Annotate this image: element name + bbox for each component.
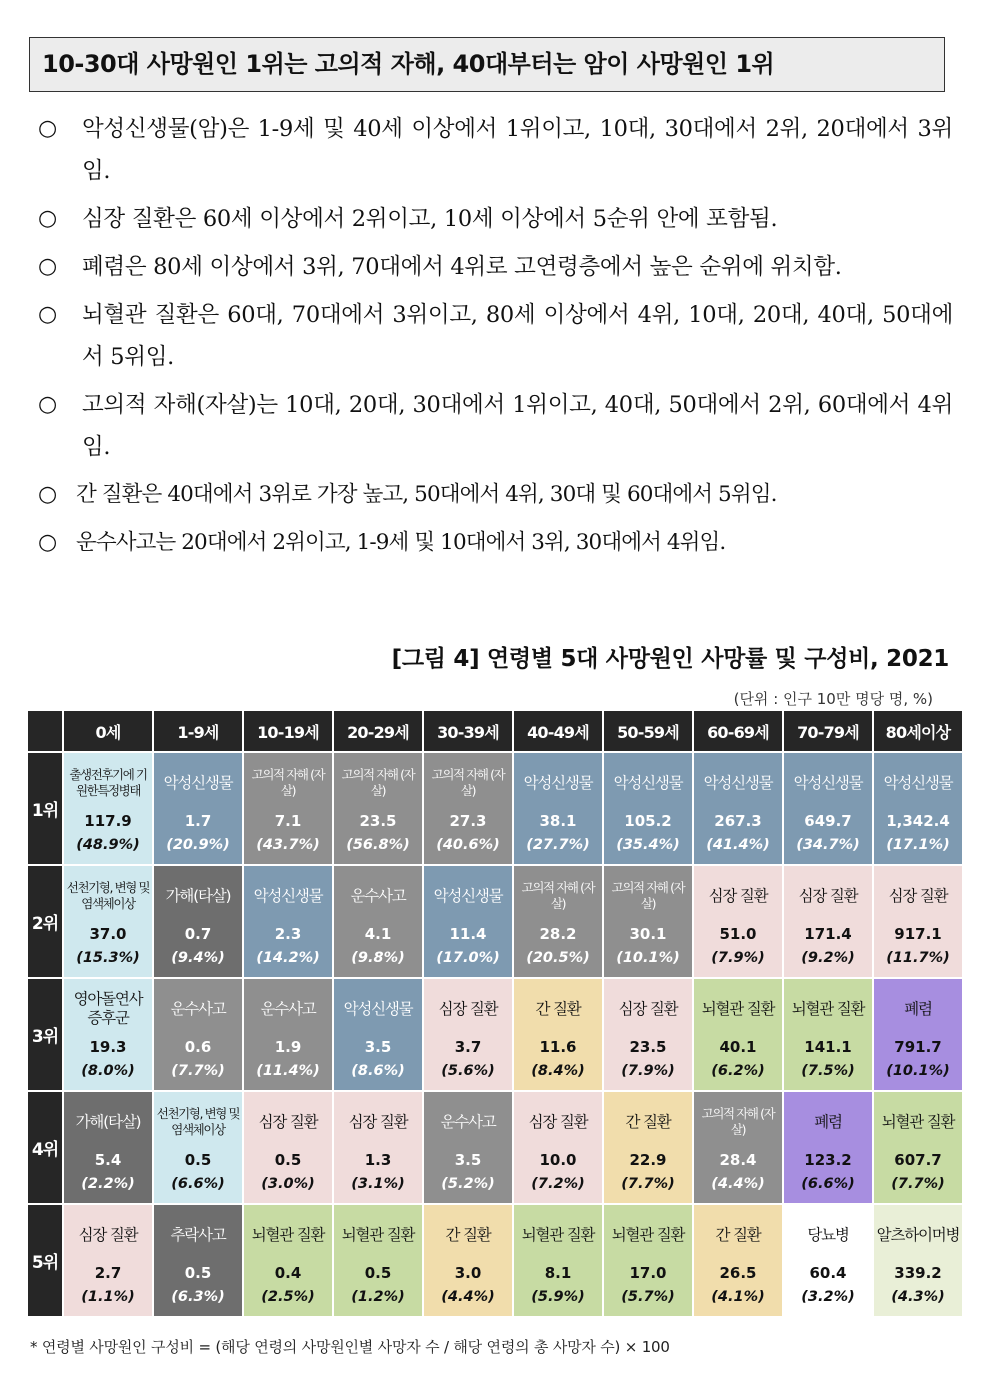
cause-cell [784, 1205, 872, 1316]
cause-cell [514, 1205, 602, 1316]
cause-name: 가해(타살) [165, 886, 231, 905]
share-percent: (8.0%) [81, 1063, 135, 1079]
share-percent: (1.2%) [351, 1289, 405, 1305]
share-percent: (9.2%) [801, 950, 855, 966]
cause-name: 알츠하이머병 [876, 1225, 960, 1244]
cause-cell [784, 979, 872, 1090]
age-header: 1-9세 [154, 711, 242, 751]
bullet-item [38, 294, 953, 378]
death-rate: 17.0 [629, 1264, 667, 1282]
bullet-text: 악성신생물(암)은 1-9세 및 40세 이상에서 1위이고, 10대, 30대에서 2위, 20대에서 3위임. [82, 116, 953, 184]
cause-cell [604, 866, 692, 977]
cause-name: 심장 질환 [798, 886, 858, 905]
death-rate: 23.5 [359, 812, 397, 830]
bullet-item [38, 108, 953, 192]
age-header: 30-39세 [424, 711, 512, 751]
cause-name: 뇌혈관 질환 [521, 1225, 595, 1244]
cause-name: 뇌혈관 질환 [701, 999, 775, 1018]
death-rate: 607.7 [894, 1151, 942, 1169]
bullet-text: 뇌혈관 질환은 60대, 70대에서 3위이고, 80세 이상에서 4위, 10대, 20대, 40대, 50대에서 5위임. [82, 302, 953, 370]
death-rate: 11.6 [539, 1038, 577, 1056]
age-header: 0세 [64, 711, 152, 751]
age-header: 10-19세 [244, 711, 332, 751]
death-rate: 28.4 [719, 1151, 757, 1169]
cause-name: 고의적 자해 (자살) [611, 880, 685, 911]
death-rate: 1.7 [184, 812, 212, 830]
cause-cell [334, 979, 422, 1090]
rank-row [28, 1205, 962, 1316]
cause-cell [694, 866, 782, 977]
share-percent: (4.4%) [441, 1289, 495, 1305]
cause-name: 운수사고 [350, 886, 406, 905]
share-percent: (4.4%) [711, 1176, 765, 1192]
headline-box [29, 37, 945, 92]
cause-cell [244, 979, 332, 1090]
death-rate: 117.9 [84, 812, 132, 830]
cause-cell [604, 1092, 692, 1203]
bullet-item [38, 384, 953, 468]
share-percent: (48.9%) [76, 837, 140, 853]
share-percent: (41.4%) [706, 837, 770, 853]
cause-name: 고의적 자해 (자살) [431, 767, 505, 798]
cause-cell [424, 866, 512, 977]
cause-cell [64, 1205, 152, 1316]
cause-name: 심장 질환 [618, 999, 678, 1018]
share-percent: (17.0%) [436, 950, 500, 966]
share-percent: (5.7%) [621, 1289, 675, 1305]
death-rate: 4.1 [364, 925, 392, 943]
death-rate: 123.2 [804, 1151, 852, 1169]
cause-cell [334, 866, 422, 977]
cause-cell [154, 1092, 242, 1203]
death-rate: 5.4 [94, 1151, 122, 1169]
share-percent: (7.7%) [891, 1176, 945, 1192]
cause-cell [334, 1205, 422, 1316]
death-rate: 37.0 [89, 925, 127, 943]
death-rate: 40.1 [719, 1038, 757, 1056]
cause-name: 악성신생물 [613, 773, 683, 792]
share-percent: (15.3%) [76, 950, 140, 966]
share-percent: (4.1%) [711, 1289, 765, 1305]
footnote: * 연령별 사망원인 구성비 = (해당 연령의 사망원인별 사망자 수 / 해당 연령의 총 사망자 수) × 100 [30, 1338, 670, 1356]
share-percent: (7.5%) [801, 1063, 855, 1079]
cause-cell [154, 979, 242, 1090]
cause-cell [514, 1092, 602, 1203]
cause-name: 폐렴 [814, 1112, 842, 1131]
share-percent: (2.2%) [81, 1176, 135, 1192]
bullet-text: 운수사고는 20대에서 2위이고, 1-9세 및 10대에서 3위, 30대에서 4위임. [76, 530, 726, 555]
cause-name: 심장 질환 [438, 999, 498, 1018]
cause-name: 심장 질환 [78, 1225, 138, 1244]
death-rate: 0.7 [184, 925, 212, 943]
cause-name: 간 질환 [445, 1225, 491, 1244]
share-percent: (10.1%) [616, 950, 680, 966]
death-rate: 105.2 [624, 812, 672, 830]
share-percent: (35.4%) [616, 837, 680, 853]
cause-cell [424, 1092, 512, 1203]
share-percent: (7.7%) [171, 1063, 225, 1079]
cause-cell [874, 979, 962, 1090]
death-rate: 1,342.4 [886, 812, 950, 830]
age-header: 20-29세 [334, 711, 422, 751]
cause-cell [784, 753, 872, 864]
share-percent: (9.8%) [351, 950, 405, 966]
share-percent: (9.4%) [171, 950, 225, 966]
circle-bullet-icon: ○ [38, 254, 57, 279]
death-rate: 23.5 [629, 1038, 667, 1056]
circle-bullet-icon: ○ [38, 530, 57, 555]
circle-bullet-icon: ○ [38, 302, 57, 327]
cause-name: 악성신생물 [703, 773, 773, 792]
figure-title: [그림 4] 연령별 5대 사망원인 사망률 및 구성비, 2021 [391, 646, 949, 672]
cause-cell [874, 866, 962, 977]
rank-label: 5위 [28, 1205, 62, 1316]
death-rate: 2.7 [94, 1264, 122, 1282]
death-rate: 60.4 [809, 1264, 847, 1282]
rank-row [28, 753, 962, 864]
circle-bullet-icon: ○ [38, 392, 57, 417]
cause-name: 고의적 자해 (자살) [701, 1106, 775, 1137]
cause-name: 폐렴 [904, 999, 932, 1018]
death-rate: 649.7 [804, 812, 852, 830]
cause-cell [154, 753, 242, 864]
cause-name: 심장 질환 [528, 1112, 588, 1131]
death-rate: 22.9 [629, 1151, 667, 1169]
death-rate: 1.3 [364, 1151, 392, 1169]
cause-cell [424, 753, 512, 864]
rank-row [28, 866, 962, 977]
cause-cell [694, 753, 782, 864]
cause-name: 추락사고 [170, 1225, 226, 1244]
cause-cell [64, 979, 152, 1090]
cause-cell [244, 753, 332, 864]
header-corner [28, 711, 62, 751]
cause-cell [694, 979, 782, 1090]
age-header: 60-69세 [694, 711, 782, 751]
share-percent: (17.1%) [886, 837, 950, 853]
death-rate: 3.5 [364, 1038, 392, 1056]
bullet-item [38, 522, 953, 564]
cause-name: 선천기형, 변형 및염색체이상 [66, 880, 150, 911]
death-rate: 0.4 [274, 1264, 302, 1282]
cause-name: 운수사고 [440, 1112, 496, 1131]
cause-cell [514, 866, 602, 977]
death-rate: 339.2 [894, 1264, 942, 1282]
cause-cell [244, 1205, 332, 1316]
cause-name: 뇌혈관 질환 [611, 1225, 685, 1244]
death-rate: 10.0 [539, 1151, 577, 1169]
age-header: 40-49세 [514, 711, 602, 751]
share-percent: (5.2%) [441, 1176, 495, 1192]
share-percent: (20.9%) [166, 837, 230, 853]
bullet-text: 고의적 자해(자살)는 10대, 20대, 30대에서 1위이고, 40대, 50대에서 2위, 60대에서 4위임. [82, 392, 953, 460]
cause-cell [784, 866, 872, 977]
share-percent: (7.7%) [621, 1176, 675, 1192]
share-percent: (11.7%) [886, 950, 950, 966]
share-percent: (14.2%) [256, 950, 320, 966]
bullet-item [38, 198, 953, 240]
death-rate: 38.1 [539, 812, 577, 830]
cause-name: 악성신생물 [433, 886, 503, 905]
circle-bullet-icon: ○ [38, 116, 57, 141]
cause-cell [604, 1205, 692, 1316]
cause-name: 가해(타살) [75, 1112, 141, 1131]
cause-cell [424, 1205, 512, 1316]
cause-cell [874, 1205, 962, 1316]
death-rate: 1.9 [274, 1038, 302, 1056]
death-rate: 8.1 [544, 1264, 572, 1282]
share-percent: (43.7%) [256, 837, 320, 853]
death-rate: 0.5 [364, 1264, 392, 1282]
cause-name: 뇌혈관 질환 [251, 1225, 325, 1244]
share-percent: (3.1%) [351, 1176, 405, 1192]
cause-cell [604, 979, 692, 1090]
share-percent: (10.1%) [886, 1063, 950, 1079]
share-percent: (5.6%) [441, 1063, 495, 1079]
unit-note: (단위 : 인구 10만 명당 명, %) [733, 690, 933, 708]
rank-label: 2위 [28, 866, 62, 977]
cause-name: 당뇨병 [807, 1225, 849, 1244]
death-rate: 3.7 [454, 1038, 482, 1056]
death-rate: 26.5 [719, 1264, 757, 1282]
death-rate: 3.0 [454, 1264, 482, 1282]
cause-cell [64, 1092, 152, 1203]
death-rate: 3.5 [454, 1151, 482, 1169]
death-rate: 51.0 [719, 925, 757, 943]
death-rate: 0.5 [184, 1264, 212, 1282]
cause-name: 뇌혈관 질환 [341, 1225, 415, 1244]
age-header: 50-59세 [604, 711, 692, 751]
cause-name: 악성신생물 [343, 999, 413, 1018]
cause-name: 운수사고 [170, 999, 226, 1018]
share-percent: (6.2%) [711, 1063, 765, 1079]
share-percent: (7.2%) [531, 1176, 585, 1192]
circle-bullet-icon: ○ [38, 206, 57, 231]
share-percent: (3.0%) [261, 1176, 315, 1192]
bullet-item [38, 246, 953, 288]
cause-name: 악성신생물 [883, 773, 953, 792]
cause-cell [694, 1205, 782, 1316]
bullet-text: 폐렴은 80세 이상에서 3위, 70대에서 4위로 고연령층에서 높은 순위에 위치함. [82, 254, 842, 280]
cause-name: 뇌혈관 질환 [881, 1112, 955, 1131]
cause-name: 심장 질환 [348, 1112, 408, 1131]
cause-name: 악성신생물 [253, 886, 323, 905]
cause-name: 악성신생물 [793, 773, 863, 792]
death-rate: 7.1 [274, 812, 302, 830]
rank-label: 3위 [28, 979, 62, 1090]
cause-name: 선천기형, 변형 및염색체이상 [156, 1106, 240, 1137]
share-percent: (56.8%) [346, 837, 410, 853]
cause-cell [514, 753, 602, 864]
cause-cell [424, 979, 512, 1090]
cause-name: 고의적 자해 (자살) [521, 880, 595, 911]
cause-name: 심장 질환 [708, 886, 768, 905]
circle-bullet-icon: ○ [38, 482, 57, 507]
share-percent: (6.6%) [171, 1176, 225, 1192]
age-header-row [28, 711, 962, 751]
rank-body [28, 753, 962, 1316]
cause-name: 출생전후기에 기원한특정병태 [69, 767, 147, 798]
share-percent: (1.1%) [81, 1289, 135, 1305]
death-rate: 267.3 [714, 812, 762, 830]
share-percent: (27.7%) [526, 837, 590, 853]
rank-row [28, 979, 962, 1090]
cause-cell [874, 1092, 962, 1203]
cause-cell [784, 1092, 872, 1203]
share-percent: (8.4%) [531, 1063, 585, 1079]
age-header: 80세이상 [874, 711, 962, 751]
share-percent: (6.6%) [801, 1176, 855, 1192]
cause-cell [154, 1205, 242, 1316]
cause-name: 심장 질환 [258, 1112, 318, 1131]
death-rate: 0.5 [274, 1151, 302, 1169]
cause-cell [694, 1092, 782, 1203]
cause-name: 간 질환 [715, 1225, 761, 1244]
cause-of-death-table [26, 709, 964, 1318]
death-rate: 11.4 [449, 925, 487, 943]
death-rate: 0.5 [184, 1151, 212, 1169]
share-percent: (4.3%) [891, 1289, 945, 1305]
death-rate: 141.1 [804, 1038, 852, 1056]
share-percent: (2.5%) [261, 1289, 315, 1305]
bullet-item [38, 474, 953, 516]
death-rate: 0.6 [184, 1038, 212, 1056]
cause-cell [514, 979, 602, 1090]
death-rate: 171.4 [804, 925, 852, 943]
share-percent: (20.5%) [526, 950, 590, 966]
cause-name: 뇌혈관 질환 [791, 999, 865, 1018]
share-percent: (34.7%) [796, 837, 860, 853]
death-rate: 30.1 [629, 925, 667, 943]
rank-label: 1위 [28, 753, 62, 864]
cause-cell [244, 866, 332, 977]
share-percent: (3.2%) [801, 1289, 855, 1305]
cause-name: 간 질환 [535, 999, 581, 1018]
share-percent: (5.9%) [531, 1289, 585, 1305]
share-percent: (8.6%) [351, 1063, 405, 1079]
death-rate: 19.3 [89, 1038, 127, 1056]
age-header: 70-79세 [784, 711, 872, 751]
death-rate: 27.3 [449, 812, 487, 830]
cause-cell [334, 1092, 422, 1203]
death-rate: 28.2 [539, 925, 577, 943]
bullet-list [38, 108, 953, 570]
cause-name: 심장 질환 [888, 886, 948, 905]
cause-name: 운수사고 [260, 999, 316, 1018]
headline-text: 10-30대 사망원인 1위는 고의적 자해, 40대부터는 암이 사망원인 1위 [42, 50, 775, 78]
cause-cell [244, 1092, 332, 1203]
cause-cell [334, 753, 422, 864]
rank-row [28, 1092, 962, 1203]
cause-cell [154, 866, 242, 977]
cause-cell [604, 753, 692, 864]
cause-cell [64, 866, 152, 977]
cause-name: 악성신생물 [523, 773, 593, 792]
bullet-text: 간 질환은 40대에서 3위로 가장 높고, 50대에서 4위, 30대 및 60대에서 5위임. [76, 482, 777, 507]
death-rate: 917.1 [894, 925, 942, 943]
rank-label: 4위 [28, 1092, 62, 1203]
cause-name: 고의적 자해 (자살) [251, 767, 325, 798]
cause-name: 악성신생물 [163, 773, 233, 792]
bullet-text: 심장 질환은 60세 이상에서 2위이고, 10세 이상에서 5순위 안에 포함됨. [82, 206, 778, 232]
cause-cell [874, 753, 962, 864]
cause-name: 간 질환 [625, 1112, 671, 1131]
share-percent: (40.6%) [436, 837, 500, 853]
death-rate: 791.7 [894, 1038, 942, 1056]
cause-name: 고의적 자해 (자살) [341, 767, 415, 798]
share-percent: (7.9%) [711, 950, 765, 966]
cause-cell [64, 753, 152, 864]
cause-name: 영아돌연사 증후군 [73, 990, 143, 1027]
death-rate: 2.3 [274, 925, 302, 943]
share-percent: (6.3%) [171, 1289, 225, 1305]
share-percent: (11.4%) [256, 1063, 320, 1079]
share-percent: (7.9%) [621, 1063, 675, 1079]
